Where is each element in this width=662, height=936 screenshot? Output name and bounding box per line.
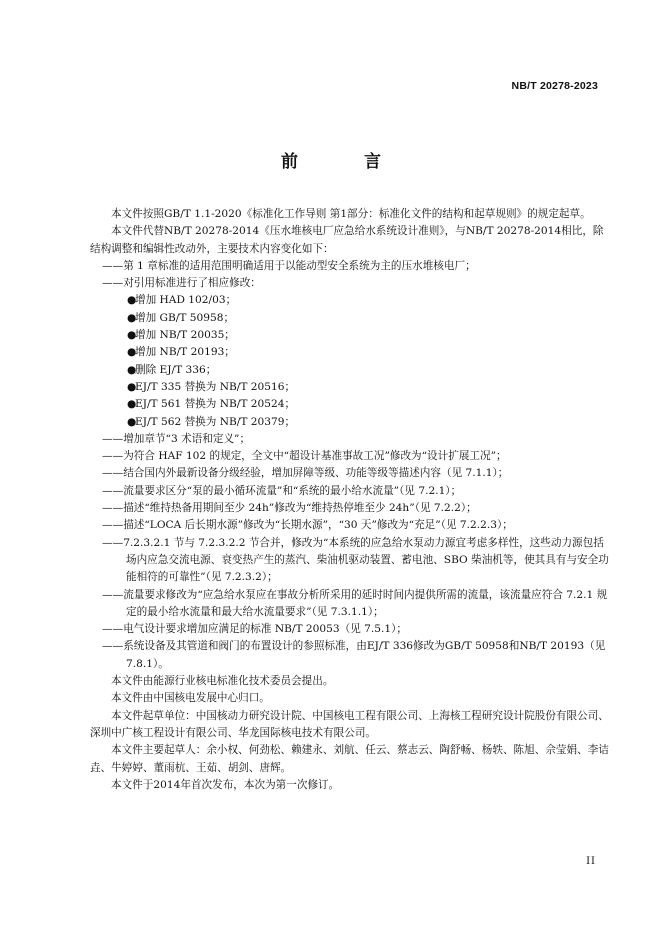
bullet-text: EJ/T 335 替换为 NB/T 20516；	[135, 380, 296, 393]
page-title: 前 言	[281, 152, 411, 172]
change-item: ——7.2.3.2.1 节与 7.2.3.2.2 节合并，修改为“本系统的应急给水泵动力源宜考虑多样性，这些动力源包括场内应急交流电源、衰变热产生的蒸汽、柴油机驱动装置、蓄电池、SBO 柴油机等，使其具有与安全功能相符的可靠性”（见 7.2.3.2）；	[102, 536, 609, 584]
bullet-icon: ●	[127, 294, 137, 307]
closing-paragraph: 本文件由中国核电发展中心归口。	[111, 692, 270, 705]
bullet-icon: ●	[127, 329, 137, 342]
bullet-text: 增加 GB/T 50958；	[135, 311, 235, 324]
bullet-item	[90, 379, 610, 396]
bullet-item	[90, 327, 610, 344]
bullet-item	[90, 344, 610, 361]
paragraph: 本文件按照GB/T 1.1-2020《标准化工作导则 第1部分：标准化文件的结构和起草规则》的规定起草。	[111, 208, 591, 220]
document-body	[90, 206, 610, 794]
change-item: ——电气设计要求增加应满足的标准 NB/T 20053（见 7.5.1）；	[102, 623, 408, 636]
change-item: ——描述“维持热备用期间至少 24h”修改为“维持热停堆至少 24h”（见 7.2.2）；	[102, 502, 477, 515]
change-item: ——流量要求区分“泵的最小循环流量”和“系统的最小给水流量”（见 7.2.1）；	[102, 484, 462, 497]
bullet-item	[90, 414, 610, 431]
change-item: ——增加章节“3 术语和定义”；	[102, 432, 251, 445]
bullet-text: 增加 NB/T 20035；	[135, 329, 235, 342]
bullet-icon: ●	[127, 346, 137, 359]
paragraph: 本文件代替NB/T 20278-2014《压水堆核电厂应急给水系统设计准则》，与NB/T 20278-2014相比，除结构调整和编辑性改动外，主要技术内容变化如下：	[90, 225, 604, 255]
change-item: ——描述“LOCA 后长期水源”修改为“长期水源”，“30 天”修改为“充足”（见 7.2.2.3）；	[102, 519, 513, 532]
bullet-icon: ●	[127, 311, 137, 324]
document-code: NB/T 20278-2023	[511, 80, 598, 92]
change-item: ——结合国内外最新设备分级经验，增加屏障等级、功能等级等描述内容（见 7.1.1）；	[102, 467, 509, 480]
bullet-text: 增加 HAD 102/03；	[135, 294, 237, 307]
closing-paragraph: 本文件于2014年首次发布，本次为第一次修订。	[111, 778, 340, 791]
bullet-text: 增加 NB/T 20193；	[135, 346, 235, 359]
change-item: ——对引用标准进行了相应修改：	[102, 277, 261, 290]
bullet-text: 删除 EJ/T 336；	[135, 363, 217, 376]
bullet-icon: ●	[127, 363, 137, 376]
bullet-icon: ●	[127, 398, 137, 411]
bullet-text: EJ/T 562 替换为 NB/T 20379；	[135, 415, 296, 428]
closing-paragraph: 本文件起草单位：中国核动力研究设计院、中国核电工程有限公司、上海核工程研究设计院股份有限公司、深圳中广核工程设计有限公司、华龙国际核电技术有限公司。	[90, 709, 609, 739]
bullet-text: EJ/T 561 替换为 NB/T 20524；	[135, 398, 296, 411]
bullet-icon: ●	[127, 380, 137, 393]
bullet-item	[90, 310, 610, 327]
bullet-icon: ●	[127, 415, 137, 428]
bullet-item	[90, 292, 610, 309]
change-item: ——第 1 章标准的适用范围明确适用于以能动型安全系统为主的压水堆核电厂；	[102, 259, 476, 272]
bullet-item	[90, 362, 610, 379]
bullet-item	[90, 396, 610, 413]
closing-paragraph: 本文件由能源行业核电标准化技术委员会提出。	[111, 675, 334, 688]
change-item: ——流量要求修改为“应急给水泵应在事故分析所采用的延时时间内提供所需的流量，该流量应符合 7.2.1 规定的最小给水流量和最大给水流量要求”（见 7.3.1.1）；	[102, 588, 608, 618]
page-number: II	[586, 856, 596, 867]
closing-paragraph: 本文件主要起草人：余小权、何劲松、赖建永、刘航、任云、蔡志云、陶舒畅、杨轶、陈旭、佘莹娟、李诘垚、牛婷婷、董雨杭、王茹、胡剑、唐辉。	[90, 744, 609, 774]
change-item: ——为符合 HAF 102 的规定，全文中“超设计基准事故工况”修改为“设计扩展工况”；	[102, 450, 507, 463]
change-item: ——系统设备及其管道和阀门的布置设计的参照标准，由EJ/T 336修改为GB/T 50958和NB/T 20193（见 7.8.1）。	[102, 640, 606, 670]
